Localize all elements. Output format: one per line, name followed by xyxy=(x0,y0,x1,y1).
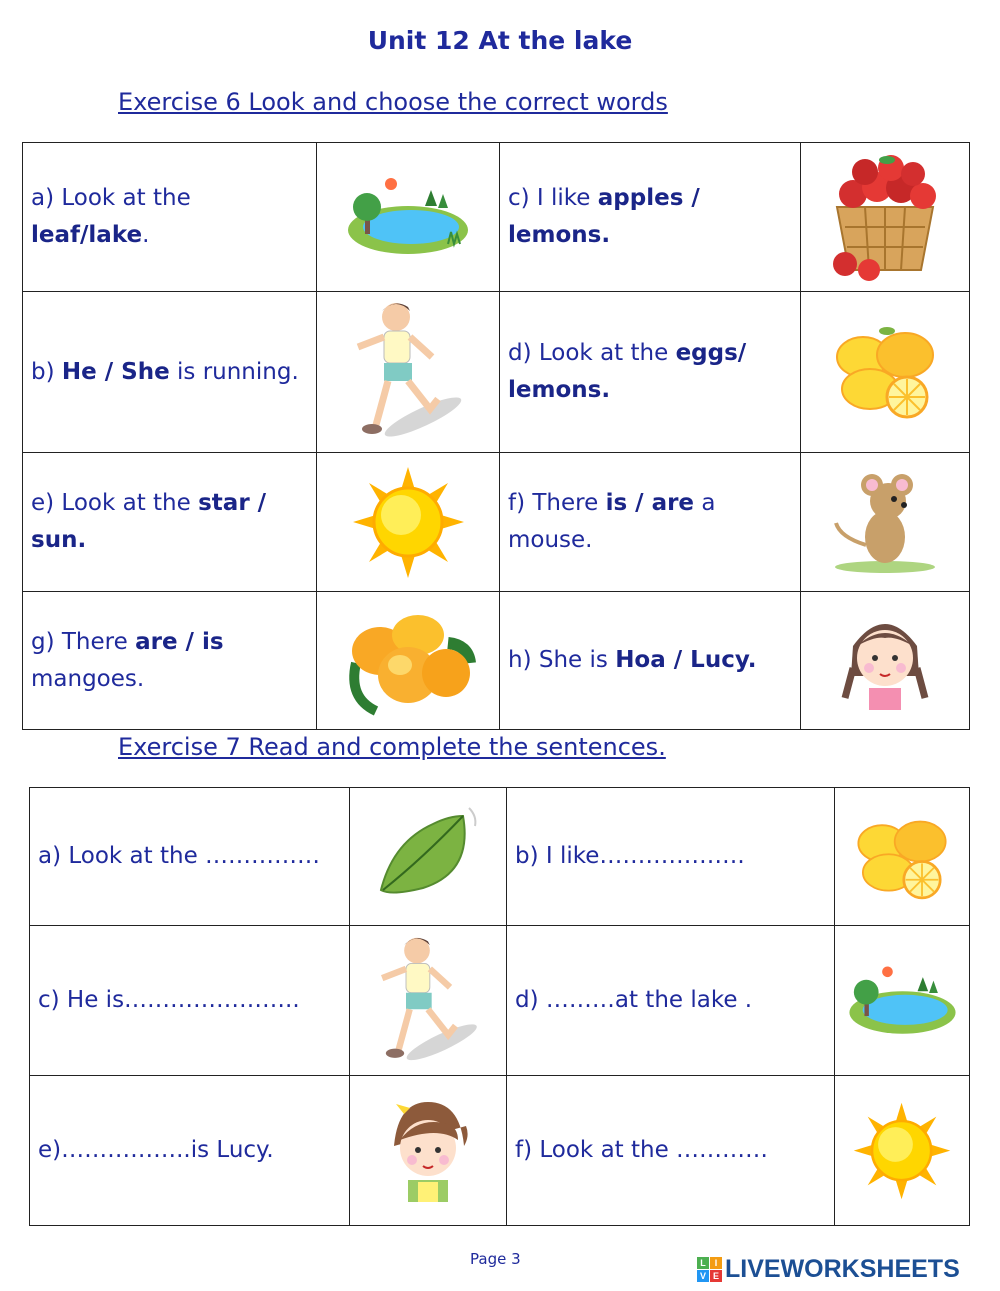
table-row xyxy=(30,1076,970,1226)
sentence-c[interactable]: c) He is………………….. xyxy=(30,926,350,1076)
sentence-b[interactable]: b) I like………………. xyxy=(507,788,835,926)
mangoes-icon xyxy=(317,592,500,730)
exercise7-heading: Exercise 7 Read and complete the sentences. xyxy=(118,733,666,761)
running-boy-icon xyxy=(350,926,507,1076)
question-d: d) Look at the eggs/ lemons. xyxy=(500,292,801,453)
question-e: e) Look at the star / sun. xyxy=(23,453,317,592)
table-row xyxy=(23,453,970,592)
sentence-f[interactable]: f) Look at the ………… xyxy=(507,1076,835,1226)
choice-b[interactable]: He / She xyxy=(61,358,170,385)
table-row xyxy=(23,592,970,730)
brand-name: LIVEWORKSHEETS xyxy=(725,1254,960,1283)
liveworksheets-logo xyxy=(697,1255,960,1283)
question-h: h) She is Hoa / Lucy. xyxy=(500,592,801,730)
leaf-icon xyxy=(350,788,507,926)
sentence-d[interactable]: d) ………at the lake . xyxy=(507,926,835,1076)
table-row xyxy=(30,788,970,926)
table-row xyxy=(23,143,970,292)
lemons-icon xyxy=(801,292,970,453)
sentence-a[interactable]: a) Look at the …………… xyxy=(30,788,350,926)
question-c: c) I like apples / lemons. xyxy=(500,143,801,292)
sun-icon xyxy=(835,1076,970,1226)
running-boy-icon xyxy=(317,292,500,453)
table-row xyxy=(30,926,970,1076)
sun-icon xyxy=(317,453,500,592)
choice-e[interactable]: star / sun. xyxy=(31,490,267,553)
mouse-icon xyxy=(801,453,970,592)
page-number: Page 3 xyxy=(470,1250,521,1268)
choice-c[interactable]: apples / lemons. xyxy=(508,185,700,248)
question-f: f) There is / are a mouse. xyxy=(500,453,801,592)
choice-a[interactable]: leaf/lake xyxy=(31,222,143,248)
brand-logo-icon: L I V E xyxy=(697,1257,722,1282)
girl-lucy-icon xyxy=(350,1076,507,1226)
question-g: g) There are / is mangoes. xyxy=(23,592,317,730)
exercise7-table xyxy=(29,787,970,1226)
sentence-e[interactable]: e)……………..is Lucy. xyxy=(30,1076,350,1226)
girl-icon xyxy=(801,592,970,730)
choice-h[interactable]: Hoa / Lucy. xyxy=(615,647,757,673)
choice-d[interactable]: eggs/ lemons. xyxy=(508,340,747,403)
lake-icon xyxy=(835,926,970,1076)
exercise6-table xyxy=(22,142,970,730)
table-row xyxy=(23,292,970,453)
lemons-icon xyxy=(835,788,970,926)
question-a: a) Look at the leaf/lake. xyxy=(23,143,317,292)
lake-icon xyxy=(317,143,500,292)
choice-g[interactable]: are / is xyxy=(135,628,224,655)
question-b: b) He / She is running. xyxy=(23,292,317,453)
page-title: Unit 12 At the lake xyxy=(367,26,633,55)
choice-f[interactable]: is / are xyxy=(605,490,695,516)
apple-basket-icon xyxy=(801,143,970,292)
exercise6-heading: Exercise 6 Look and choose the correct words xyxy=(118,88,668,116)
